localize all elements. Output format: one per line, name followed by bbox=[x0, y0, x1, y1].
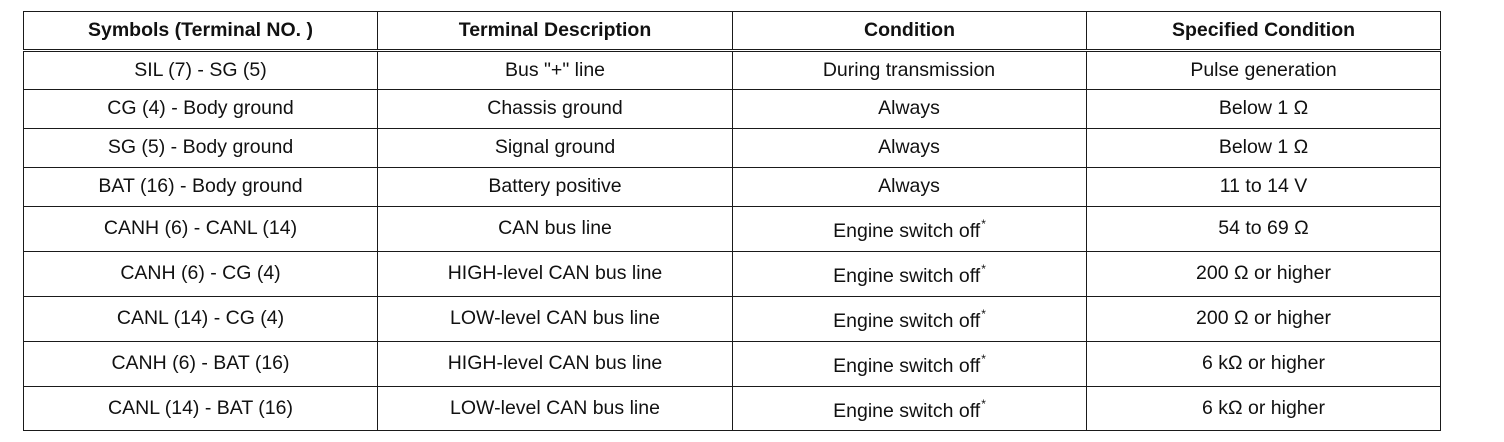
cell-description: Bus "+" line bbox=[378, 51, 733, 90]
condition-text: Engine switch off bbox=[833, 355, 981, 378]
condition-wrap bbox=[833, 351, 986, 377]
cell-specified: 6 kΩ or higher bbox=[1087, 342, 1441, 387]
cell-condition bbox=[733, 252, 1087, 297]
table-row bbox=[24, 387, 1441, 431]
cell-condition bbox=[733, 387, 1087, 431]
condition-wrap bbox=[833, 261, 986, 287]
cell-symbol: CANH (6) - BAT (16) bbox=[24, 342, 378, 387]
header-specified-condition: Specified Condition bbox=[1087, 12, 1441, 51]
cell-description: Chassis ground bbox=[378, 90, 733, 129]
cell-specified: Below 1 Ω bbox=[1087, 90, 1441, 129]
cell-specified: 54 to 69 Ω bbox=[1087, 207, 1441, 252]
condition-wrap bbox=[833, 396, 986, 422]
condition-text: Always bbox=[878, 175, 940, 198]
condition-text: Always bbox=[878, 136, 940, 159]
condition-text: Engine switch off bbox=[833, 399, 981, 422]
footnote-mark: * bbox=[981, 307, 986, 322]
footnote-mark: * bbox=[981, 396, 986, 411]
header-symbols: Symbols (Terminal NO. ) bbox=[24, 12, 378, 51]
cell-condition bbox=[733, 51, 1087, 90]
table-row bbox=[24, 252, 1441, 297]
cell-symbol: CG (4) - Body ground bbox=[24, 90, 378, 129]
terminal-spec-table bbox=[23, 11, 1441, 431]
header-condition: Condition bbox=[733, 12, 1087, 51]
table-row bbox=[24, 207, 1441, 252]
footnote-mark: * bbox=[981, 217, 986, 232]
header-terminal-description: Terminal Description bbox=[378, 12, 733, 51]
cell-symbol: CANL (14) - CG (4) bbox=[24, 297, 378, 342]
table-row bbox=[24, 342, 1441, 387]
cell-symbol: BAT (16) - Body ground bbox=[24, 168, 378, 207]
footnote-mark: * bbox=[981, 352, 986, 367]
cell-condition bbox=[733, 297, 1087, 342]
cell-symbol: SIL (7) - SG (5) bbox=[24, 51, 378, 90]
cell-specified: 200 Ω or higher bbox=[1087, 252, 1441, 297]
table-row bbox=[24, 51, 1441, 90]
cell-symbol: SG (5) - Body ground bbox=[24, 129, 378, 168]
cell-symbol: CANH (6) - CG (4) bbox=[24, 252, 378, 297]
condition-text: Engine switch off bbox=[833, 265, 981, 288]
cell-condition bbox=[733, 342, 1087, 387]
cell-specified: 200 Ω or higher bbox=[1087, 297, 1441, 342]
table-row bbox=[24, 129, 1441, 168]
cell-specified: Below 1 Ω bbox=[1087, 129, 1441, 168]
table-row bbox=[24, 90, 1441, 129]
cell-description: Battery positive bbox=[378, 168, 733, 207]
cell-description: LOW-level CAN bus line bbox=[378, 297, 733, 342]
condition-text: During transmission bbox=[822, 58, 996, 81]
cell-symbol: CANL (14) - BAT (16) bbox=[24, 387, 378, 431]
condition-text: Engine switch off bbox=[833, 310, 981, 333]
cell-description: LOW-level CAN bus line bbox=[378, 387, 733, 431]
footnote-mark: * bbox=[981, 262, 986, 277]
table-row bbox=[24, 297, 1441, 342]
cell-description: Signal ground bbox=[378, 129, 733, 168]
cell-symbol: CANH (6) - CANL (14) bbox=[24, 207, 378, 252]
condition-text: Engine switch off bbox=[833, 220, 981, 243]
cell-specified: 6 kΩ or higher bbox=[1087, 387, 1441, 431]
cell-condition bbox=[733, 168, 1087, 207]
cell-specified: 11 to 14 V bbox=[1087, 168, 1441, 207]
cell-condition bbox=[733, 207, 1087, 252]
cell-condition bbox=[733, 90, 1087, 129]
cell-specified: Pulse generation bbox=[1087, 51, 1441, 90]
table-row bbox=[24, 168, 1441, 207]
condition-wrap bbox=[833, 306, 986, 332]
cell-condition bbox=[733, 129, 1087, 168]
table-header-row bbox=[24, 12, 1441, 51]
cell-description: HIGH-level CAN bus line bbox=[378, 252, 733, 297]
condition-text: Always bbox=[878, 97, 940, 120]
condition-wrap bbox=[833, 216, 986, 242]
cell-description: CAN bus line bbox=[378, 207, 733, 252]
cell-description: HIGH-level CAN bus line bbox=[378, 342, 733, 387]
